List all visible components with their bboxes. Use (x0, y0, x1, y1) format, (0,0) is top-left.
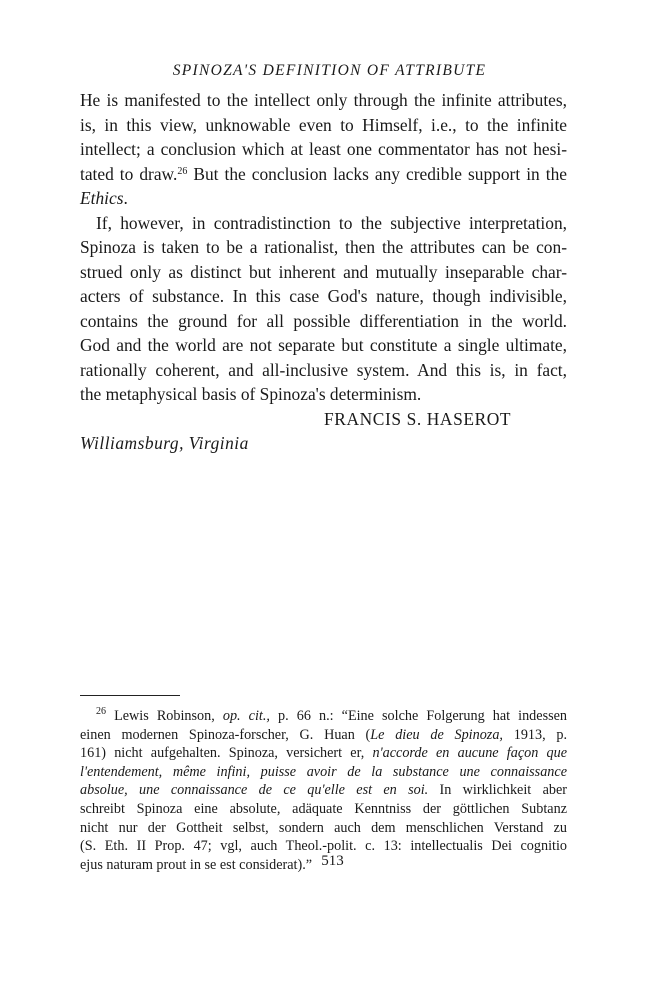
footnote-text: 1913, p. (502, 726, 568, 743)
body-line (80, 358, 567, 383)
author-location: Williamsburg, Virginia (80, 433, 249, 453)
body-text: But the conclusion lacks any credible support in the (187, 163, 567, 184)
body-line (80, 284, 567, 309)
footnote-text: einen modernen Spinoza-forscher, G. Huan ( (80, 726, 371, 743)
footnote-rule (80, 695, 180, 696)
body-line (80, 88, 567, 113)
body-line (80, 260, 567, 285)
body-text: God and the world are not separate but constitute a single ultimate, (80, 335, 567, 355)
footnote-text: op. cit., (222, 708, 270, 724)
body-text: Ethics (80, 188, 124, 208)
body-text: He is manifested to the intellect only through the infinite attributes, (80, 90, 567, 110)
body-line (80, 309, 567, 334)
body-text: the metaphysical basis of Spinoza's determinism. (80, 384, 422, 404)
author-signature: FRANCIS S. HASEROT (324, 408, 512, 429)
footnote-marker: 26 (177, 165, 188, 177)
footnote-line (80, 726, 567, 745)
body-line (80, 137, 567, 162)
body-line (80, 162, 567, 187)
footnote-text: schreibt Spinoza eine absolute, adäquate Kenntniss der göttlichen Subtanz (80, 800, 567, 817)
footnote-text: (S. Eth. II Prop. 47; vgl, auch Theol.-polit. c. 13: intellectualis Dei cognitio (80, 838, 567, 855)
body-text: strued only as distinct but inherent and mutually inseparable char- (80, 261, 567, 282)
footnote (80, 707, 567, 874)
footnote-text: Le dieu de Spinoza, (370, 726, 503, 743)
body-text: Spinoza is taken to be a rationalist, then the attributes can be con- (80, 237, 567, 257)
body-line (80, 211, 567, 236)
footnote-line (80, 763, 567, 782)
footnote-line (80, 707, 567, 726)
footnote-text: n'accorde en aucune façon que (372, 745, 567, 762)
body-text: tated to draw. (80, 163, 178, 184)
footnote-line (80, 744, 567, 763)
body-line (80, 333, 567, 358)
footnote-line (80, 781, 567, 800)
footnote-text: ejus naturam prout in se est considerat).” (80, 856, 313, 873)
footnote-text: 161) nicht aufgehalten. Spinoza, versichert er, (80, 745, 373, 762)
body-text: acters of substance. In this case God's nature, though indivisible, (80, 286, 567, 306)
footnote-text: absolue, une connaissance de ce qu'elle est en soi. (80, 782, 429, 799)
body-text (80, 88, 567, 456)
footnote-text: In wirklichkeit aber (428, 782, 567, 799)
footnote-text: nicht nur der Gottheit selbst, sondern auch dem menschlichen Verstand zu (80, 819, 567, 836)
footnote-text: l'entendement, même infini, puisse avoir de la substance une connaissance (80, 763, 567, 780)
footnote-line (80, 800, 567, 819)
body-text: intellect; a conclusion which at least one commentator has not hesi- (80, 139, 567, 159)
body-text: . (123, 188, 128, 208)
body-line (80, 382, 567, 407)
footnote-marker: 26 (96, 706, 106, 717)
body-text: rationally coherent, and all-inclusive system. And this is, in fact, (80, 359, 567, 380)
body-text: If, however, in contradistinction to the subjective interpretation, (96, 212, 567, 233)
body-line (80, 235, 567, 260)
footnote-text: p. 66 n.: “Eine solche Folgerung hat indessen (269, 708, 567, 724)
footnote-text: Lewis Robinson, (106, 708, 223, 724)
running-header: SPINOZA'S DEFINITION OF ATTRIBUTE (172, 62, 487, 79)
body-line (80, 186, 567, 211)
body-text: contains the ground for all possible differentiation in the world. (80, 310, 567, 331)
footnote-line (80, 819, 567, 838)
body-line (80, 113, 567, 138)
page-number: 513 (321, 853, 344, 869)
body-text: is, in this view, unknowable even to Himself, i.e., to the infinite (80, 114, 567, 135)
